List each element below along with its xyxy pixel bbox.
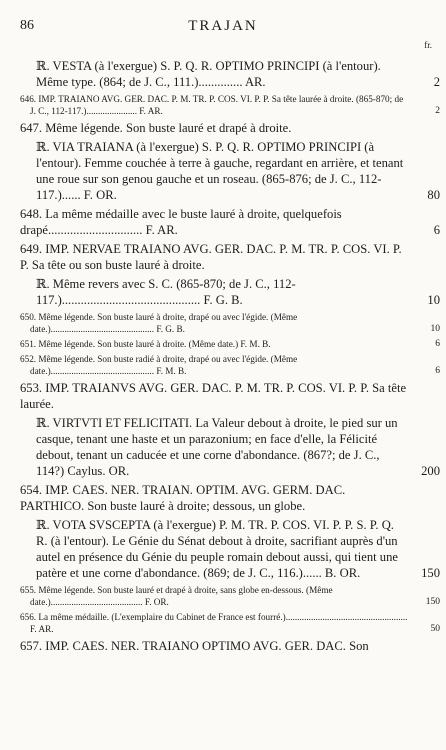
catalogue-entry	[20, 415, 440, 479]
entry-text: 652. Même légende. Son buste radié à droite, drapé ou avec l'égide. (Même date.)............................................. F. M. B.	[20, 354, 298, 376]
entry-price: 50	[430, 624, 440, 634]
entry-text: 657. IMP. CAES. NER. TRAIANO OPTIMO AVG. GER. DAC. Son	[20, 639, 369, 653]
catalogue-entry	[20, 611, 440, 635]
entry-text: 653. IMP. TRAIANVS AVG. GER. DAC. P. M. TR. P. COS. VI. P. P. Sa tête laurée.	[20, 381, 407, 411]
catalogue-entry	[20, 120, 408, 136]
entry-text: 655. Même légende. Son buste lauré et drapé à droite, sans globe en-dessous. (Même date.)........................................ F. OR.	[20, 585, 333, 607]
catalogue-entry	[20, 380, 408, 412]
entry-price: 10	[430, 324, 440, 334]
entry-text: 651. Même légende. Son buste lauré à droite. (Même date.) F. M. B.	[20, 339, 271, 349]
entry-text: 650. Même légende. Son buste lauré à droite, drapé ou avec l'égide. (Même date.)............................................. F. G. B.	[20, 312, 298, 334]
catalogue-entry	[20, 638, 408, 654]
catalogue-entry	[20, 93, 440, 117]
page-number: 86	[20, 18, 34, 33]
entry-price: 6	[433, 223, 440, 237]
entry-price: 2	[433, 75, 440, 89]
entry-price: 6	[435, 339, 440, 349]
catalogue-entry	[20, 482, 408, 514]
entry-text: ℝ. VIRTVTI ET FELICITATI. La Valeur debout à droite, le pied sur un casque, tenant une haste et un parazonium; en face d'elle, la Félicité debout, tenant un caducée et une corne d'abondance. (867?; de J. C., 114?) Caylus. OR.	[36, 416, 398, 478]
catalogue-entry	[20, 584, 440, 608]
catalogue-entry	[20, 353, 440, 377]
catalogue-entry	[20, 338, 440, 350]
entry-price: 10	[427, 293, 440, 307]
entry-text: ℝ. VIA TRAIANA (à l'exergue) S. P. Q. R. OPTIMO PRINCIPI (à l'entour). Femme couchée à terre à gauche, regardant en arrière, et tenant une roue sur son genou gauche et un roseau. (865-876; de J. C., 112-117.)...... F. OR.	[36, 140, 404, 202]
catalogue-entry	[20, 58, 440, 90]
entry-text: ℝ. VOTA SVSCEPTA (à l'exergue) P. M. TR. P. COS. VI. P. P. S. P. Q. R. (à l'entour). Le Génie du Sénat debout à droite, sacrifiant auprès d'un autel en présence du Génie du peuple romain debout aussi, qui tient une patère et une corne d'abondance. (869; de J. C., 116.)...... B. OR.	[36, 518, 398, 580]
price-column-label: fr.	[424, 40, 432, 50]
entry-text: 654. IMP. CAES. NER. TRAIAN. OPTIM. AVG. GERM. DAC. PARTHICO. Son buste lauré à droite; dessous, un globe.	[20, 483, 346, 513]
catalogue-entry	[20, 241, 408, 273]
entry-text: 647. Même légende. Son buste lauré et drapé à droite.	[20, 121, 292, 135]
entry-price: 80	[427, 188, 440, 202]
entry-text: 656. La même médaille. (L'exemplaire du Cabinet de France est fourré.)..................................................... F. AR.	[20, 612, 408, 634]
catalogue-entry	[20, 139, 440, 203]
page-header	[0, 18, 446, 38]
catalogue-body	[20, 58, 440, 654]
entry-text: 648. La même médaille avec le buste lauré à droite, quelquefois drapé.............................. F. AR.	[20, 207, 342, 237]
entry-price: 200	[421, 464, 440, 478]
entry-text: 646. IMP. TRAIANO AVG. GER. DAC. P. M. TR. P. COS. VI. P. P. Sa tête laurée à droite. (865-870; de J. C., 112-117.)...................... F. AR.	[20, 94, 404, 116]
entry-text: 649. IMP. NERVAE TRAIANO AVG. GER. DAC. P. M. TR. P. COS. VI. P. P. Sa tête ou son buste lauré à droite.	[20, 242, 402, 272]
running-title: TRAJAN	[188, 18, 258, 34]
catalogue-entry	[20, 311, 440, 335]
catalogue-entry	[20, 206, 440, 238]
entry-price: 150	[421, 566, 440, 580]
entry-price: 6	[435, 366, 440, 376]
entry-price: 150	[425, 597, 440, 607]
entry-text: ℝ. Même revers avec S. C. (865-870; de J. C., 112-117.)............................................ F. G. B.	[36, 277, 296, 307]
catalogue-entry	[20, 517, 440, 581]
catalogue-entry	[20, 276, 440, 308]
entry-text: ℝ. VESTA (à l'exergue) S. P. Q. R. OPTIMO PRINCIPI (à l'entour). Même type. (864; de J. C., 111.).............. AR.	[36, 59, 381, 89]
entry-price: 2	[435, 106, 440, 116]
